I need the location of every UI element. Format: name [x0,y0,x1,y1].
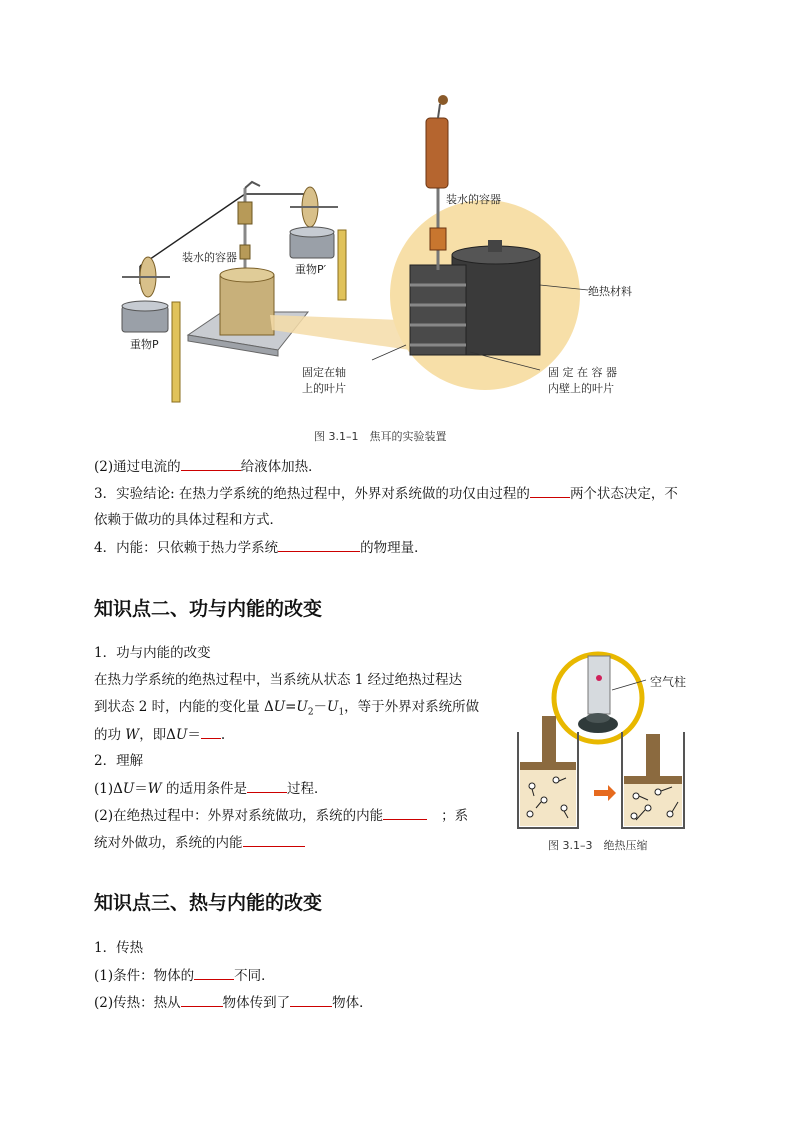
figure3-caption: 图 3.1–3 绝热压缩 [548,839,648,852]
line-internal-energy: 4．内能：只依赖于热力学系统 的物理量． [94,537,428,558]
label-wall-blade-1: 固 定 在 容 器 [548,366,617,379]
label-axis-blade-1: 固定在轴 [302,366,346,379]
blank-electric[interactable] [181,456,241,471]
label-insulation: 绝热材料 [588,285,632,298]
s3-condition: (1)条件：物体的 不同． [94,965,275,986]
label-container-top: 装水的容器 [446,193,501,206]
section3-heading: 知识点三、热与内能的改变 [94,892,323,914]
blank-delta-u[interactable] [201,724,221,739]
s2-understand-1: (1)ΔU＝W 的适用条件是 过程． [94,778,327,799]
s3-item1-title: 1．传热 [94,940,144,956]
s2-p1-line1: 在热力学系统的绝热过程中，当系统从状态 1 经过绝热过程达 [94,672,463,688]
s2-item1-title: 1．功与内能的改变 [94,645,211,661]
s2-item2-title: 2．理解 [94,753,144,769]
blank-energy-decrease[interactable] [243,832,305,847]
joule-apparatus-figure [110,90,670,410]
label-weight-p-prime: 重物P′ [295,263,327,276]
blank-energy-increase[interactable] [383,805,427,820]
line-conclusion-cont: 依赖于做功的具体过程和方式． [94,512,283,528]
line-electric: (2)通过电流的 给液体加热． [94,456,322,477]
label-weight-p: 重物P [130,338,159,351]
figure1-caption: 图 3.1–1 焦耳的实验装置 [314,430,447,443]
s2-understand-2: (2)在绝热过程中：外界对系统做功，系统的内能 ；系 [94,805,468,826]
line-conclusion: 3．实验结论: 在热力学系统的绝热过程中，外界对系统做的功仅由过程的 两个状态决定，不 [94,483,678,504]
label-wall-blade-2: 内壁上的叶片 [548,382,614,395]
s2-understand-3: 统对外做功，系统的内能 [94,832,305,853]
s3-heat-transfer: (2)传热：热从 物体传到了 物体． [94,992,373,1013]
label-air-column: 空气柱 [650,675,687,689]
label-container-left: 装水的容器 [182,251,237,264]
blank-condition[interactable] [247,778,287,793]
s2-p1-line3: 的功 W，即ΔU＝ . [94,724,225,745]
blank-internal-energy[interactable] [278,537,360,552]
blank-temperature[interactable] [194,965,234,980]
blank-cold-object[interactable] [290,992,332,1007]
section2-heading: 知识点二、功与内能的改变 [94,598,323,620]
label-axis-blade-2: 上的叶片 [302,382,346,395]
blank-conclusion[interactable] [530,483,570,498]
blank-hot-object[interactable] [181,992,223,1007]
s2-p1-line2: 到状态 2 时，内能的变化量 $\Delta U=U_2-U_1$，等于外界对系统所做 [94,699,480,718]
